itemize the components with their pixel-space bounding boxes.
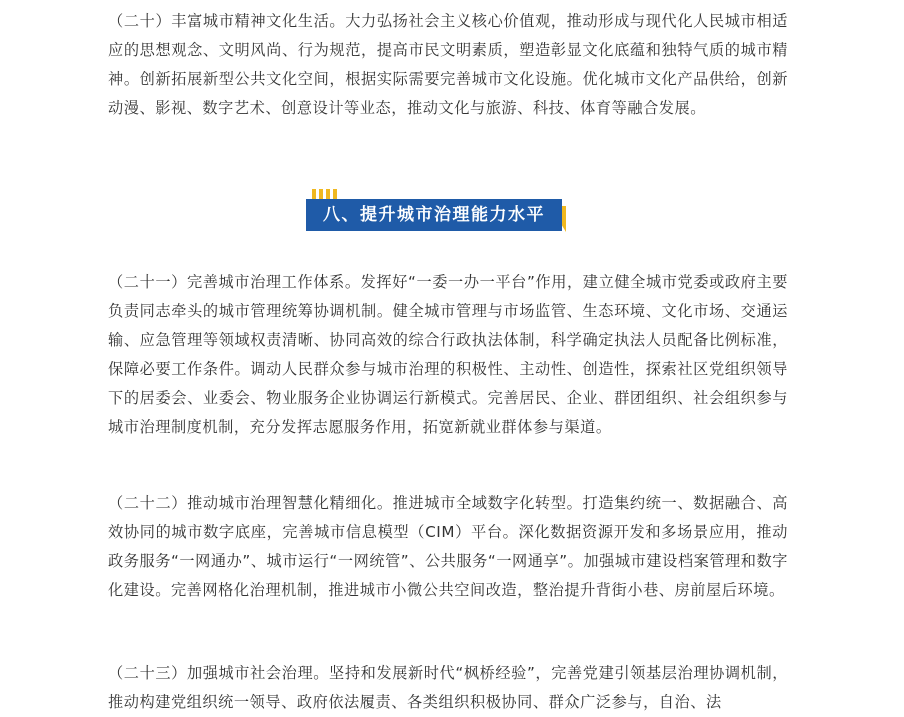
- section-heading-8: [306, 187, 568, 235]
- paragraph-22-smart-governance: （二十二）推动城市治理智慧化精细化。推进城市全域数字化转型。打造集约统一、数据融合、高效协同的城市数字底座，完善城市信息模型（CIM）平台。深化数据资源开发和多场景应用，推动政务服务“一网通办”、城市运行“一网统管”、公共服务“一网通享”。加强城市建设档案管理和数字化建设。完善网格化治理机制，推进城市小微公共空间改造，整治提升背街小巷、房前屋后环境。: [108, 494, 789, 599]
- paragraph-23-social-governance: （二十三）加强城市社会治理。坚持和发展新时代“枫桥经验”，完善党建引领基层治理协调机制，推动构建党组织统一领导、政府依法履责、各类组织积极协同、群众广泛参与，自治、法: [108, 664, 788, 711]
- section-heading-title: 八、提升城市治理能力水平: [306, 199, 562, 231]
- paragraph-20-cultural-life: （二十）丰富城市精神文化生活。大力弘扬社会主义核心价值观，推动形成与现代化人民城市相适应的思想观念、文明风尚、行为规范，提高市民文明素质，塑造彰显文化底蕴和独特气质的城市精神。创新拓展新型公共文化空间，根据实际需要完善城市文化设施。优化城市文化产品供给，创新动漫、影视、数字艺术、创意设计等业态，推动文化与旅游、科技、体育等融合发展。: [108, 12, 788, 117]
- paragraph-21-governance-system: （二十一）完善城市治理工作体系。发挥好“一委一办一平台”作用，建立健全城市党委或政府主要负责同志牵头的城市管理统筹协调机制。健全城市管理与市场监管、生态环境、文化市场、交通运输、应急管理等领域权责清晰、协同高效的综合行政执法体制，科学确定执法人员配备比例标准，保障必要工作条件。调动人民群众参与城市治理的积极性、主动性、创造性，探索社区党组织领导下的居委会、业委会、物业服务企业协调运行新模式。完善居民、企业、群团组织、社会组织参与城市治理制度机制，充分发挥志愿服务作用，拓宽新就业群体参与渠道。: [108, 273, 788, 436]
